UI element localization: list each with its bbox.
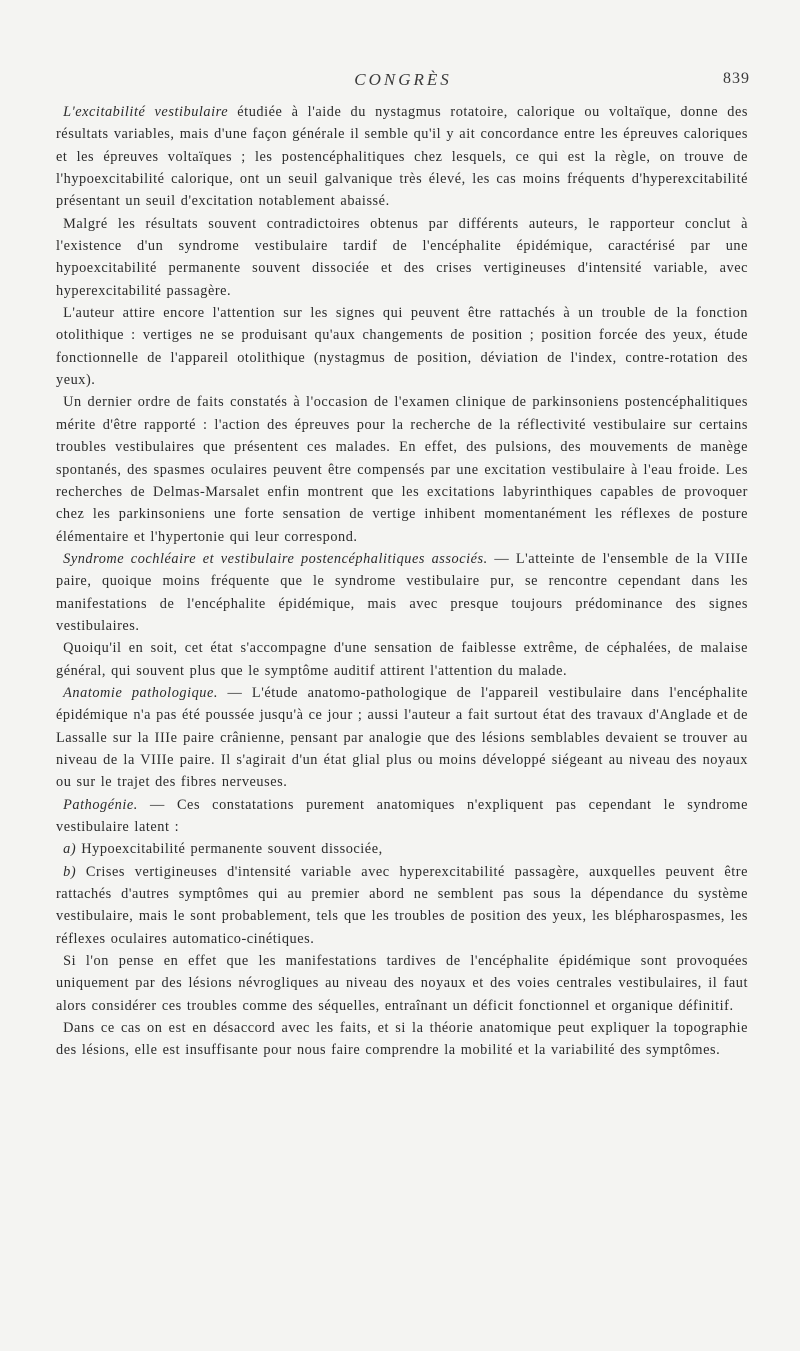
page-number: 839 — [723, 70, 750, 87]
paragraph-anatomic-theory — [56, 1017, 748, 1062]
list-marker: a) — [63, 841, 77, 858]
paragraph-parkinsonian-observations — [56, 391, 748, 547]
paragraph-late-manifestations — [56, 950, 748, 1017]
paragraph-rapporteur-conclusion — [56, 213, 748, 302]
paragraph-lead: Pathogénie. — [63, 796, 138, 813]
paragraph-lead: Syndrome cochléaire et vestibulaire postencéphalitiques associés. — [63, 550, 488, 567]
paragraph-text: Si l'on pense en effet que les manifestations tardives de l'encéphalite épidémique sont provoquées uniquement par des lésions névrogliques au niveau des noyaux et des voies centrales vestibulaires, il faut alors considérer ces troubles comme des séquelles, entraînant un déficit fonctionnel et organique définitif. — [56, 953, 748, 1014]
paragraph-text: L'auteur attire encore l'attention sur les signes qui peuvent être rattachés à un trouble de la fonction otolithique : vertiges ne se produisant qu'aux changements de position ; position forcée des yeux, étude fonctionnelle de l'appareil otolithique (nystagmus de position, déviation de l'index, contre-rotation des yeux). — [56, 305, 748, 389]
paragraph-text: étudiée à l'aide du nystagmus rotatoire, calorique ou voltaïque, donne des résultats variables, mais d'une façon générale il semble qu'il y ait concordance entre les épreuves caloriques et les épreuves voltaïques ; les postencéphalitiques chez lesquels, ce qui est la règle, on trouve de l'hypoexcitabilité calorique, ont un seuil galvanique très élevé, les cas moins fréquents d'hyperexcitabilité présentant un seuil d'excitation notablement abaissé. — [56, 104, 748, 210]
paragraph-text: — L'étude anatomo-pathologique de l'appareil vestibulaire dans l'encéphalite épidémique n'a pas été poussée jusqu'à ce jour ; aussi l'auteur a fait surtout état des travaux d'Anglade et de Lassalle sur la IIIe paire crânienne, pensant par analogie que des lésions semblables devaient se trouver au niveau de la VIIIe paire. Il s'agirait d'un état glial plus ou moins développé siégeant au niveau des noyaux ou sur le trajet des fibres nerveuses. — [56, 684, 748, 791]
running-header — [56, 70, 750, 94]
paragraph-lead: L'excitabilité vestibulaire — [63, 104, 229, 120]
paragraph-text: Malgré les résultats souvent contradictoires obtenus par différents auteurs, le rapporteur conclut à l'existence d'un syndrome vestibulaire tardif de l'encéphalite épidémique, caractérisé par une hypoexcitabilité permanente souvent dissociée et des crises vertigineuses d'intensité variable, avec hyperexcitabilité passagère. — [56, 215, 748, 299]
paragraph-lead: Anatomie pathologique. — [63, 684, 219, 701]
paragraph-pathogeny — [56, 794, 748, 839]
paragraph-text: Crises vertigineuses d'intensité variable avec hyperexcitabilité passagère, auxquelles peuvent être rattachés d'autres symptômes qui au premier abord ne semblent pas sous la dépendance du système vestibulaire, mais le sont probablement, tels que les troubles de position des yeux, les blépharospasmes, les réflexes oculaires automatico-cinétiques. — [56, 863, 748, 947]
list-marker: b) — [63, 863, 77, 880]
paragraph-text: — L'atteinte de l'ensemble de la VIIIe paire, quoique moins fréquente que le syndrome vestibulaire pur, se rencontre cependant dans les manifestations de l'encéphalite épidémique, mais avec presque toujours prédominance des signes vestibulaires. — [56, 550, 748, 634]
list-item-a — [56, 838, 748, 860]
paragraph-text: Dans ce cas on est en désaccord avec les faits, et si la théorie anatomique peut expliquer la topographie des lésions, elle est insuffisante pour nous faire comprendre la mobilité et la variabilité des symptômes. — [56, 1020, 748, 1059]
body-text — [56, 101, 748, 1062]
list-item-b — [56, 861, 748, 950]
paragraph-otolithic-function — [56, 302, 748, 391]
running-title: CONGRÈS — [354, 70, 452, 89]
paragraph-pathological-anatomy — [56, 682, 748, 794]
paragraph-text: Un dernier ordre de faits constatés à l'occasion de l'examen clinique de parkinsoniens postencéphalitiques mérite d'être rapporté : l'action des épreuves pour la recherche de la réflectivité vestibulaire sur certains troubles vestibulaires que présentent ces malades. En effet, des pulsions, des mouvements de manège spontanés, des spasmes oculaires peuvent être compensés par une excitation vestibulaire à l'eau froide. Les recherches de Delmas-Marsalet enfin montrent que les excitations labyrinthiques capables de provoquer chez les parkinsoniens une forte sensation de vertige inhibent momentanément les réflexes de posture élémentaire et l'hypertonie qui leur correspond. — [56, 394, 748, 545]
paragraph-text: — Ces constatations purement anatomiques n'expliquent pas cependant le syndrome vestibulaire latent : — [56, 796, 748, 835]
paragraph-text: Quoiqu'il en soit, cet état s'accompagne d'une sensation de faiblesse extrême, de céphalées, de malaise général, qui souvent plus que le symptôme auditif attirent l'attention du malade. — [56, 640, 748, 679]
paragraph-cochlear-vestibular-syndrome — [56, 548, 748, 637]
paragraph-vestibular-excitability — [56, 101, 748, 213]
paragraph-text: Hypoexcitabilité permanente souvent dissociée, — [76, 841, 383, 858]
paragraph-weakness-sensation — [56, 637, 748, 682]
